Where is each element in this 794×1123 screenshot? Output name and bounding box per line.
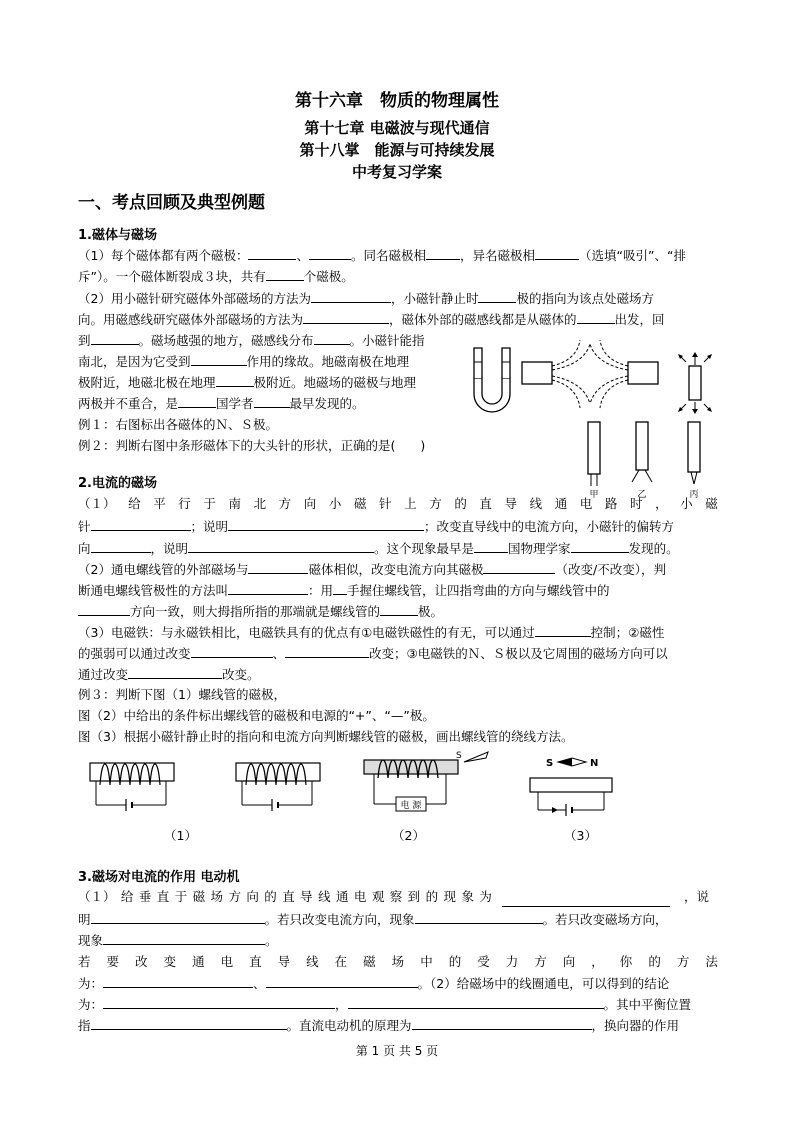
example-3-fig2: 图（2）中给出的条件标出螺线管的磁极和电源的“+”、“—”极。: [78, 708, 435, 723]
topic2.l1-char: （１）: [78, 496, 116, 511]
topic3.l4-char: 法: [705, 954, 718, 969]
topic2-line1: [78, 494, 718, 514]
solenoid-figure-1b: [232, 755, 324, 815]
topic3.l1-char: 导: [300, 889, 313, 904]
topic3.l4-char: ，: [591, 954, 604, 969]
topic1-heading: 1.磁体与磁场: [78, 228, 157, 243]
topic3-line2: 明 。若只改变电流方向，现象 。若只改变磁场方向，: [78, 909, 668, 930]
bar-magnets-field-figure: [522, 340, 658, 410]
topic2-line8: 的强弱可以通过改变 、 改变；③电磁铁的Ｎ、Ｓ极以及它周围的磁场方向可以: [78, 643, 668, 664]
topic2.l1-char: 北: [253, 496, 267, 511]
topic1-line7: 极附近，地磁北极在地理 极附近。地磁场的磁极与地理: [78, 372, 416, 393]
topic3.l1-char: 方: [228, 889, 241, 904]
topic2.l1-char: 平: [153, 496, 166, 511]
example-3: 例３：判断下图（1）螺线管的磁极，: [78, 687, 286, 702]
topic2.l1-char: 的: [454, 496, 467, 511]
page-footer: 第 1 页 共 5 页: [355, 1044, 439, 1058]
topic3.l4-char: 受: [477, 954, 490, 969]
topic3.l1-char: 为: [479, 889, 492, 904]
topic3.l1-char: 到: [407, 889, 421, 904]
topic3-heading: 3.磁场对电流的作用 电动机: [78, 870, 240, 885]
topic2-line5: 断通电螺线管极性的方法叫 ：用 手握住螺线管，让四指弯曲的方向与螺线管中的: [78, 580, 610, 601]
topic2-line6: 方向一致，则大拇指所指的那端就是螺线管的 极。: [78, 601, 443, 622]
topic2.l1-char: 通: [554, 496, 568, 511]
topic2.l1-char: ，: [655, 496, 668, 511]
topic1-line6: 南北，是因为它受到 作用的缘故。地磁南极在地理: [78, 351, 409, 372]
topic3.l1-char: 垂: [138, 889, 152, 904]
compass-n-label: N: [590, 758, 599, 769]
topic3-line3: 现象 。: [78, 930, 278, 951]
topic3.l4-char: 导: [277, 954, 291, 969]
topic3.l4-char: 电: [220, 954, 234, 969]
topic3.l4-char: 若: [78, 954, 91, 969]
topic3.l4-char: 通: [192, 954, 205, 969]
topic2.l1-char: 小: [328, 496, 342, 511]
topic1-line3: （2）用小磁针研究磁体外部磁场的方法为 ，小磁针静止时 极的指向为该点处磁场方: [78, 288, 654, 309]
topic3.l1-char: 直: [156, 889, 170, 904]
topic3.l1-char: 于: [174, 889, 188, 904]
label-yi: 乙: [637, 490, 647, 500]
topic2.l1-char: 上: [404, 496, 417, 511]
topic2.l1-char: 磁: [705, 496, 718, 511]
compass-s-label: S: [546, 758, 554, 769]
topic1-line4: 向。用磁感线研究磁体外部磁场的方法为 ，磁体外部的磁感线都是从磁体的 出发，回: [78, 309, 665, 330]
topic3.l1-char: 电: [353, 889, 367, 904]
topic2.l1-char: 针: [379, 496, 392, 511]
topic2.l1-char: 线: [529, 496, 543, 511]
topic3-line1: （１） 给 垂 直 于 磁 场 方 向 的 直 导 线 通 电 观 察 到 的 现 象 为 ，说: [78, 887, 718, 907]
topic3.l4-char: 在: [334, 954, 348, 969]
topic3.l1-char: 通: [335, 889, 349, 904]
topic3.l4-char: 的: [448, 954, 462, 969]
topic3.l1-char: 观: [371, 889, 385, 904]
needle-s-label: S: [456, 751, 462, 761]
caption-1: （1）: [164, 828, 197, 843]
topic3.l1-char: 象: [461, 889, 474, 904]
topic3.l4-char: 中: [420, 954, 433, 969]
topic3.l4-char: 方: [534, 954, 547, 969]
topic3.l1-char: 直: [282, 889, 295, 904]
topic2.l1-char: 小: [680, 496, 693, 511]
chapter-17-title: 第十七章 电磁波与现代通信: [304, 119, 490, 137]
topic3.l1-char: 察: [389, 889, 403, 904]
chapter-16-title: 第十六章 物质的物理属性: [295, 91, 499, 111]
topic3.l4-char: 的: [648, 954, 661, 969]
topic2-line4: （2）通电螺线管的外部磁场与 磁体相似，改变电流方向其磁极 （改变/不改变），判: [78, 559, 666, 580]
topic2.l1-char: 时: [629, 496, 643, 511]
solenoid-figure-1: [86, 755, 178, 815]
topic1-line5: 到 。磁场越强的地方，磁感线分布 。小磁针能指: [78, 330, 425, 351]
topic2.l1-char: 给: [128, 496, 141, 511]
topic3.l1-char: 线: [318, 889, 331, 904]
chapter-18-title: 第十八掌 能源与可持续发展: [299, 141, 495, 159]
section-heading: 一、考点回顾及典型例题: [78, 193, 265, 213]
power-label: 电 源: [400, 801, 422, 811]
topic3.l1-char: 场: [210, 889, 224, 904]
example-2: 例２：判断右图中条形磁体下的大头针的形状，正确的是( ): [78, 438, 426, 453]
caption-3: （3）: [564, 828, 597, 843]
topic2-line2: 针 ；说明 ；改变直导线中的电流方向，小磁针的偏转方: [78, 516, 674, 537]
topic2.l1-char: 直: [479, 496, 492, 511]
example-1: 例１：右图标出各磁体的Ｎ、Ｓ极。: [78, 417, 279, 432]
topic2.l1-char: 电: [579, 496, 593, 511]
topic3.l1-char: 的: [264, 889, 277, 904]
topic3-line7: 指 。直流电动机的原理为 ，换向器的作用: [78, 1015, 679, 1036]
solenoid-figure-3: [526, 752, 616, 818]
magnet-pins-figure: [580, 420, 710, 502]
topic3.l4-char: 直: [249, 954, 262, 969]
topic3.l4-char: 改: [135, 954, 148, 969]
topic3.l4-char: 磁: [363, 954, 376, 969]
topic2-heading: 2.电流的磁场: [78, 476, 157, 491]
topic3.l4-char: 向: [562, 954, 576, 969]
topic3.l1-char: 现: [443, 889, 457, 904]
topic3.l4-char: 方: [676, 954, 690, 969]
topic3-line6: 为： ， 。其中平衡位置: [78, 994, 691, 1015]
subtitle: 中考复习学案: [351, 163, 442, 181]
vertical-magnet-figure: [678, 352, 712, 416]
topic3.l4-char: 你: [619, 954, 633, 969]
caption-2: （2）: [392, 828, 425, 843]
topic2.l1-char: 南: [228, 496, 241, 511]
example-3-fig3: 图（3）根据小磁针静止时的指向和电流方向判断螺线管的磁极，画出螺线管的绕线方法。: [78, 729, 574, 744]
label-bing: 丙: [689, 490, 699, 500]
topic3.l4-char: 线: [306, 954, 319, 969]
topic2.l1-char: 方: [278, 496, 292, 511]
topic3.l1-char: 的: [425, 889, 439, 904]
topic3.l1-char: （１）: [78, 889, 116, 904]
topic3.l4-char: 场: [391, 954, 405, 969]
topic2.l1-char: 磁: [353, 496, 367, 511]
topic2.l1-char: 向: [303, 496, 317, 511]
topic2-line3: 向 ，说明 。这个现象最早是 国物理学家 发现的。: [78, 538, 679, 559]
topic3.l1-char: 磁: [192, 889, 206, 904]
label-jia: 甲: [589, 490, 599, 500]
topic2.l1-char: 行: [178, 496, 191, 511]
topic3-line5: 为： 、 。（2）给磁场中的线圈通电，可以得到的结论: [78, 973, 669, 994]
topic3.l1-char: 给: [120, 889, 134, 904]
topic3-line4: [78, 952, 718, 972]
topic2.l1-char: 导: [504, 496, 518, 511]
u-magnet-figure: [468, 338, 516, 418]
topic2-line7: （3）电磁铁：与永磁铁相比，电磁铁具有的优点有①电磁铁磁性的有无，可以通过 控制；②磁性: [78, 622, 664, 643]
topic1-line8: 两极并不重合，是 国学者 最早发现的。: [78, 393, 365, 414]
topic3.l4-char: 力: [505, 954, 519, 969]
solenoid-figure-2: [360, 748, 492, 820]
topic2.l1-char: 方: [429, 496, 442, 511]
topic2.l1-char: 于: [203, 496, 216, 511]
topic3.l1-char: 向: [246, 889, 259, 904]
topic2.l1-char: 路: [604, 496, 618, 511]
topic3.l4-char: 变: [163, 954, 177, 969]
topic1-line2: 斥”）。一个磁体断裂成３块，共有 个磁极。: [78, 266, 354, 287]
topic2-line9: 通过改变 改变。: [78, 664, 260, 685]
topic3.l4-char: 要: [106, 954, 120, 969]
topic1-line1: （1）每个磁体都有两个磁极： 、 。同名磁极相 ，异名磁极相 （选填“吸引”、“排: [78, 245, 686, 266]
